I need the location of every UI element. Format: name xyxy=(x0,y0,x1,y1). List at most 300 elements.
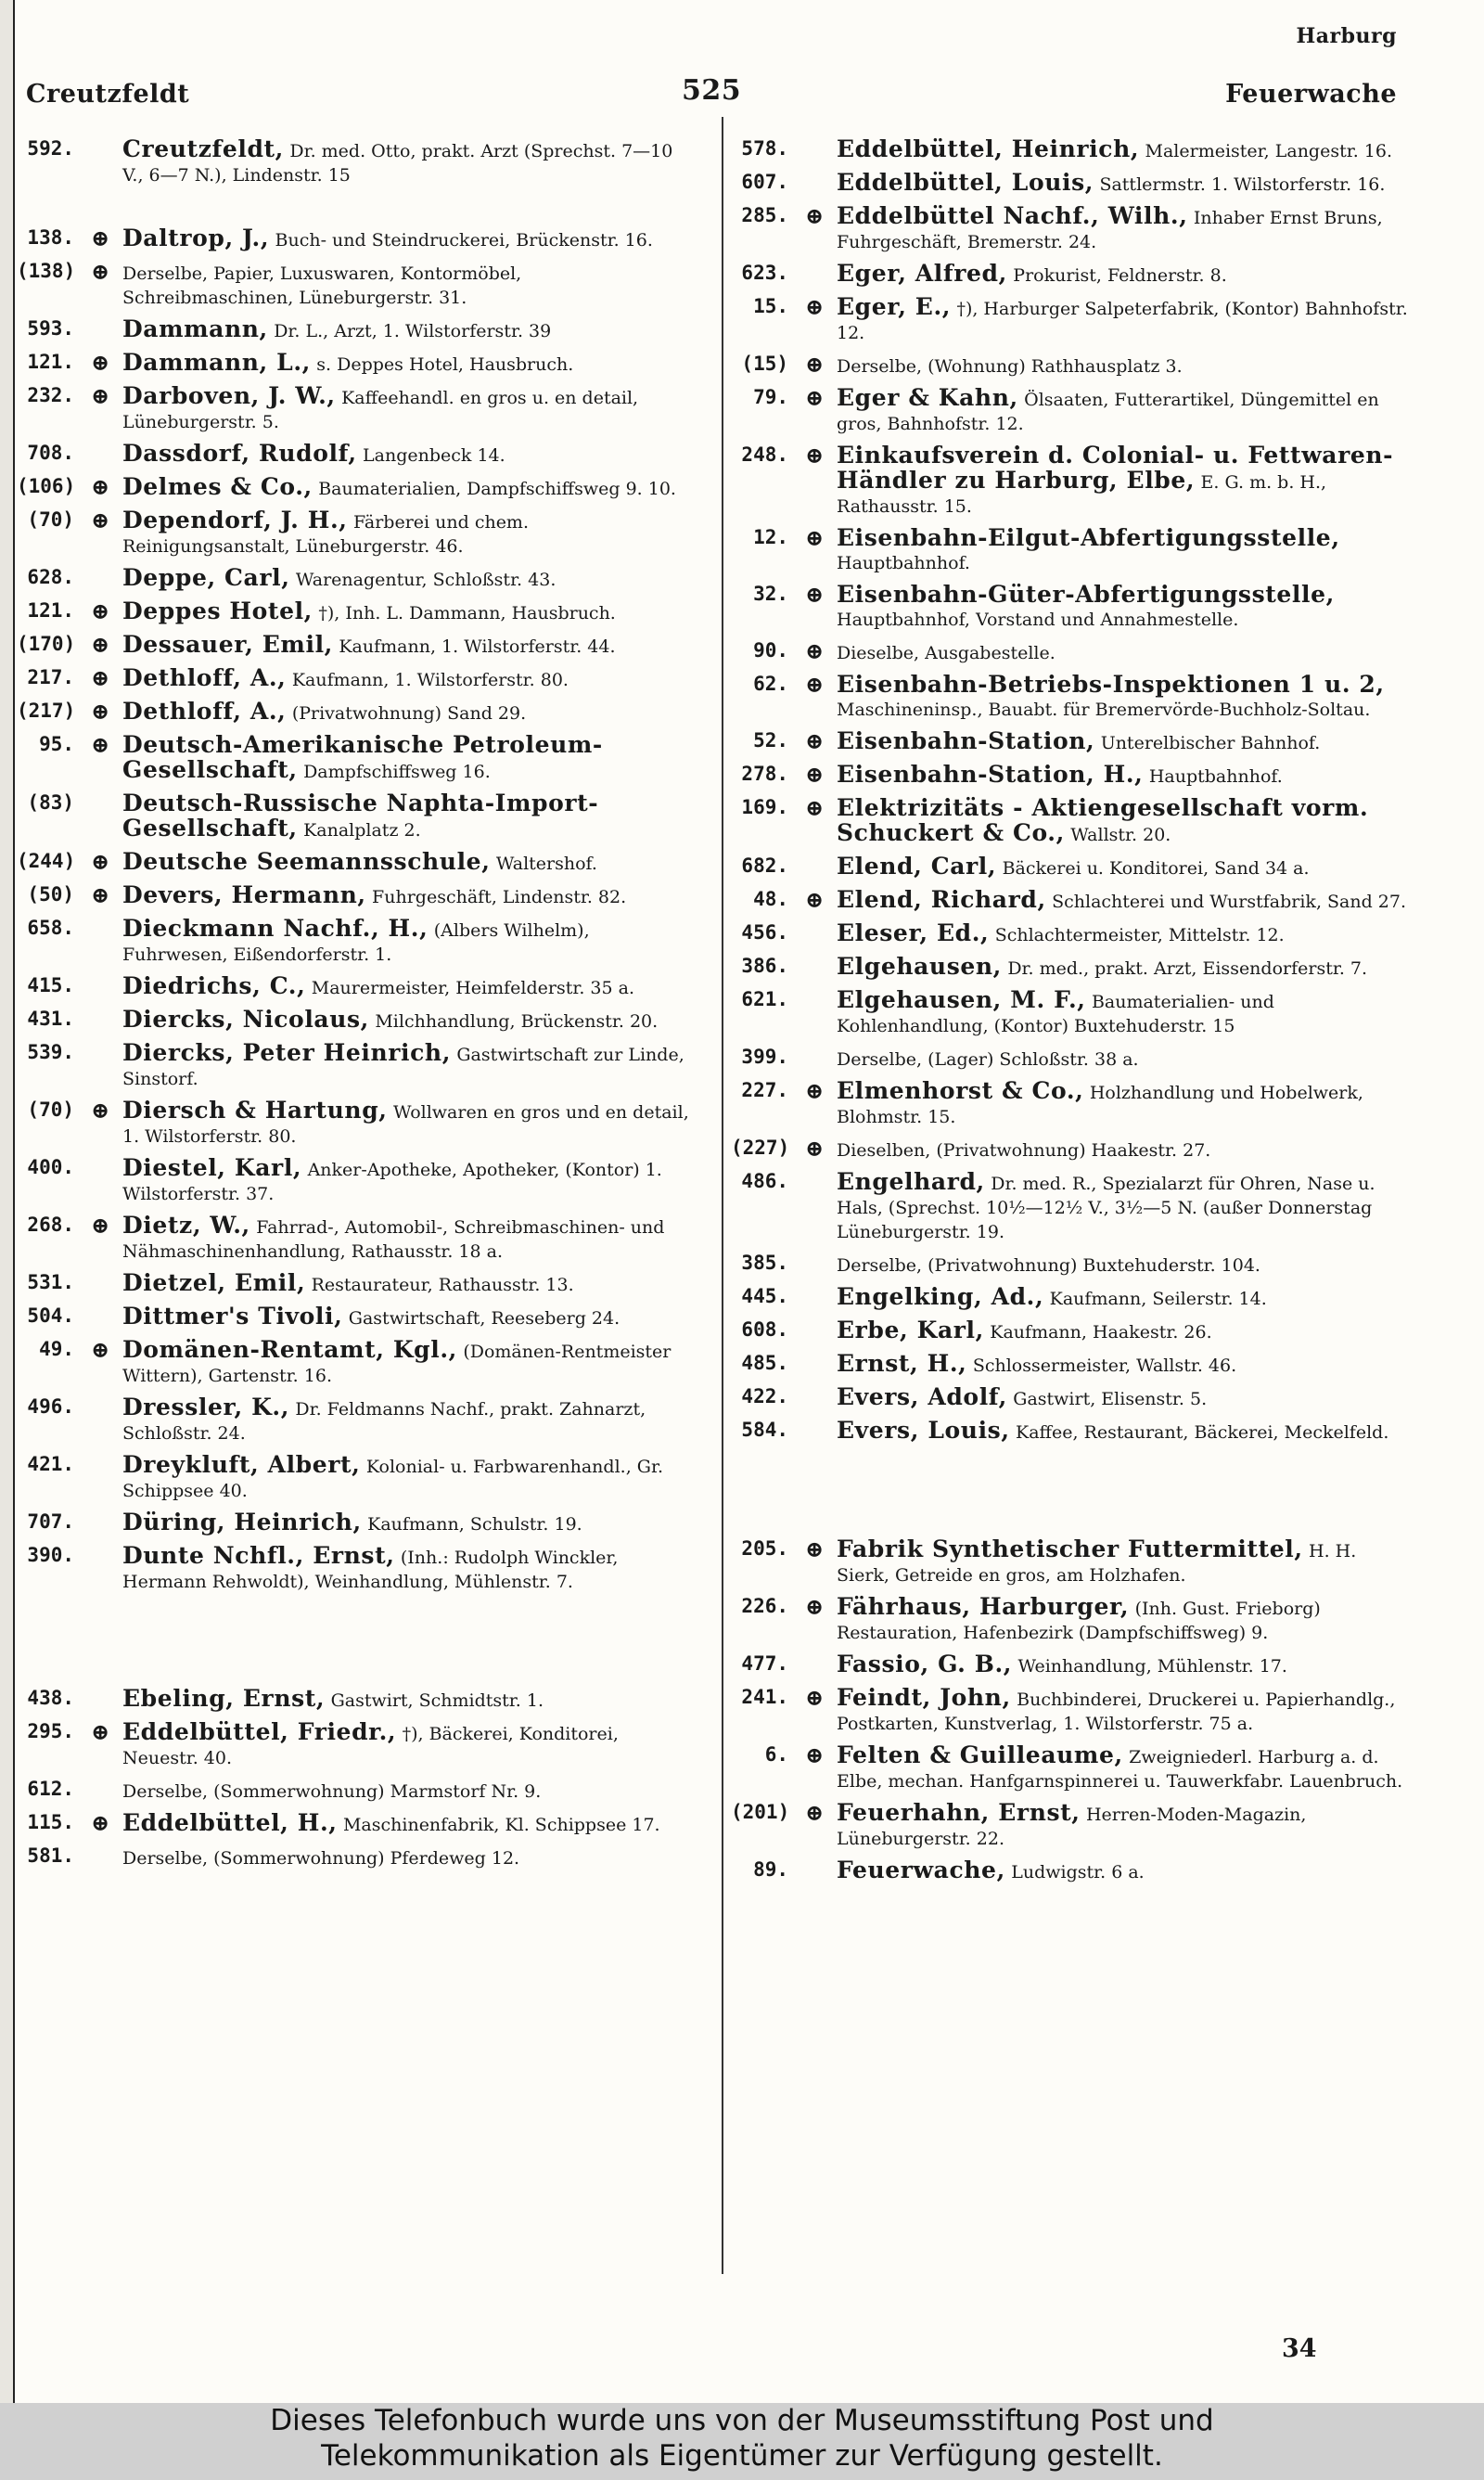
long-distance-marker-icon: ⊕ xyxy=(805,794,825,821)
subscriber-name: Eddelbüttel, Friedr., xyxy=(122,1718,397,1745)
directory-entry xyxy=(17,226,714,252)
entry-text xyxy=(122,974,714,1000)
phone-number: 658. xyxy=(27,917,74,939)
entry-text xyxy=(837,526,1428,575)
subscriber-details: Restaurateur, Rathausstr. 13. xyxy=(311,1275,574,1295)
entry-text xyxy=(122,384,714,434)
directory-entry xyxy=(731,262,1428,288)
subscriber-details: (Domänen-Rentmeister Wittern), Gartenstr. 16. xyxy=(122,1342,672,1386)
entry-text xyxy=(122,260,714,310)
directory-entry xyxy=(17,850,714,876)
phone-number: 445. xyxy=(741,1285,788,1307)
long-distance-marker-icon: ⊕ xyxy=(805,384,825,411)
subscriber-name: Eger, E., xyxy=(837,293,952,320)
subscriber-name: Diersch & Hartung, xyxy=(122,1097,388,1124)
long-distance-marker-icon: ⊕ xyxy=(805,1741,825,1768)
directory-entry xyxy=(17,1720,714,1770)
phone-number: 390. xyxy=(27,1544,74,1566)
directory-entry xyxy=(17,1008,714,1034)
entry-text xyxy=(837,921,1428,947)
subscriber-name: Fabrik Synthetischer Futtermittel, xyxy=(837,1536,1303,1562)
phone-number: (138) xyxy=(17,260,76,282)
subscriber-name: Fassio, G. B., xyxy=(837,1651,1013,1677)
entry-text xyxy=(837,353,1428,379)
directory-entry xyxy=(731,888,1428,914)
long-distance-marker-icon: ⊕ xyxy=(91,349,110,376)
entry-text xyxy=(122,351,714,377)
directory-entry xyxy=(731,955,1428,981)
subscriber-details: Baumaterialien, Dampfschiffsweg 9. 10. xyxy=(318,479,676,499)
entry-text xyxy=(122,1271,714,1297)
phone-number: 248. xyxy=(741,443,788,466)
phone-number: 485. xyxy=(741,1352,788,1374)
bottom-page-number: 34 xyxy=(1282,2334,1317,2363)
subscriber-name: Creutzfeldt, xyxy=(122,135,284,162)
long-distance-marker-icon: ⊕ xyxy=(91,1718,110,1745)
entry-text xyxy=(837,1801,1428,1851)
entry-text xyxy=(837,1858,1428,1884)
subscriber-details: Derselbe, Papier, Luxuswaren, Kontormöbel, Schreibmaschinen, Lüneburgerstr. 31. xyxy=(122,263,522,308)
entry-text xyxy=(122,633,714,659)
long-distance-marker-icon: ⊕ xyxy=(91,1212,110,1239)
entry-text xyxy=(837,796,1428,847)
long-distance-marker-icon: ⊕ xyxy=(805,727,825,754)
phone-number: 708. xyxy=(27,442,74,464)
long-distance-marker-icon: ⊕ xyxy=(805,1077,825,1104)
subscriber-name: Eisenbahn-Station, H., xyxy=(837,761,1144,788)
left-column xyxy=(17,137,714,1878)
entry-text xyxy=(122,599,714,625)
directory-entry xyxy=(731,386,1428,436)
entry-text xyxy=(837,262,1428,288)
subscriber-details: Dr. L., Arzt, 1. Wilstorferstr. 39 xyxy=(274,321,552,341)
directory-entry xyxy=(731,1385,1428,1411)
subscriber-name: Eger & Kahn, xyxy=(837,384,1018,411)
subscriber-details: Derselbe, (Sommerwohnung) Marmstorf Nr. 9. xyxy=(122,1781,542,1802)
subscriber-name: Engelking, Ad., xyxy=(837,1283,1044,1310)
entry-text xyxy=(837,1419,1428,1445)
subscriber-details: Dr. med. Otto, prakt. Arzt (Sprechst. 7—10 V., 6—7 N.), Lindenstr. 15 xyxy=(122,141,673,186)
subscriber-details: Gastwirt, Schmidtstr. 1. xyxy=(330,1690,544,1711)
subscriber-details: Herren-Moden-Magazin, Lüneburgerstr. 22. xyxy=(837,1805,1307,1849)
directory-entry xyxy=(731,1858,1428,1884)
subscriber-details: Ölsaaten, Futterartikel, Düngemittel en gros, Bahnhofstr. 12. xyxy=(837,390,1379,434)
subscriber-name: Deutsche Seemannsschule, xyxy=(122,848,491,875)
directory-entry xyxy=(731,1686,1428,1736)
entry-text xyxy=(122,1214,714,1264)
directory-entry xyxy=(731,443,1428,519)
long-distance-marker-icon: ⊕ xyxy=(805,1135,825,1162)
subscriber-details: Derselbe, (Lager) Schloßstr. 38 a. xyxy=(837,1049,1139,1070)
phone-number: (106) xyxy=(17,475,76,497)
long-distance-marker-icon: ⊕ xyxy=(805,761,825,788)
subscriber-name: Daltrop, J., xyxy=(122,225,270,251)
subscriber-name: Eger, Alfred, xyxy=(837,260,1007,287)
subscriber-details: Buch- und Steindruckerei, Brückenstr. 16. xyxy=(275,230,653,251)
phone-number: 682. xyxy=(741,855,788,877)
subscriber-name: Dethloff, A., xyxy=(122,664,287,691)
phone-number: 456. xyxy=(741,921,788,944)
phone-number: 226. xyxy=(741,1595,788,1617)
entry-text xyxy=(122,137,714,187)
entry-text xyxy=(122,1156,714,1206)
entry-text xyxy=(837,171,1428,197)
phone-number: 621. xyxy=(741,988,788,1010)
entry-text xyxy=(837,1137,1428,1163)
subscriber-details: s. Deppes Hotel, Hausbruch. xyxy=(316,354,574,375)
phone-number: 79. xyxy=(753,386,788,408)
phone-number: 628. xyxy=(27,566,74,588)
directory-entry xyxy=(17,1304,714,1330)
phone-number: 400. xyxy=(27,1156,74,1178)
subscriber-details: Maschinenfabrik, Kl. Schippsee 17. xyxy=(342,1815,660,1835)
entry-text xyxy=(122,226,714,252)
phone-number: 431. xyxy=(27,1008,74,1030)
subscriber-details: Wallstr. 20. xyxy=(1070,825,1171,845)
subscriber-name: Elend, Richard, xyxy=(837,886,1046,913)
phone-number: 15. xyxy=(753,295,788,317)
subscriber-name: Fährhaus, Harburger, xyxy=(837,1593,1130,1620)
subscriber-details: Holzhandlung und Hobelwerk, Blohmstr. 15. xyxy=(837,1083,1363,1127)
directory-entry xyxy=(731,1595,1428,1645)
subscriber-details: E. G. m. b. H., Rathausstr. 15. xyxy=(837,472,1327,517)
subscriber-name: Elmenhorst & Co., xyxy=(837,1077,1084,1104)
phone-number: 241. xyxy=(741,1686,788,1708)
long-distance-marker-icon: ⊕ xyxy=(805,1684,825,1711)
subscriber-name: Feuerwache, xyxy=(837,1857,1005,1883)
phone-number: 138. xyxy=(27,226,74,249)
directory-entry xyxy=(17,1041,714,1091)
subscriber-details: Prokurist, Feldnerstr. 8. xyxy=(1013,265,1227,286)
subscriber-details: Gastwirt, Elisenstr. 5. xyxy=(1013,1389,1208,1409)
long-distance-marker-icon: ⊕ xyxy=(91,1336,110,1363)
subscriber-details: Fuhrgeschäft, Lindenstr. 82. xyxy=(372,887,627,907)
long-distance-marker-icon: ⊕ xyxy=(91,1097,110,1124)
directory-entry xyxy=(17,700,714,726)
subscriber-name: Elend, Carl, xyxy=(837,853,997,880)
subscriber-name: Diedrichs, C., xyxy=(122,972,306,999)
long-distance-marker-icon: ⊕ xyxy=(805,637,825,664)
entry-text xyxy=(122,1811,714,1837)
subscriber-details: Warenagentur, Schloßstr. 43. xyxy=(295,570,556,590)
header-left-keyword: Creutzfeldt xyxy=(26,80,190,109)
subscriber-name: Eddelbüttel, Heinrich, xyxy=(837,135,1140,162)
subscriber-name: Deppes Hotel, xyxy=(122,598,313,624)
phone-number: 486. xyxy=(741,1170,788,1192)
phone-number: 385. xyxy=(741,1252,788,1274)
subscriber-details: Schlachterei und Wurstfabrik, Sand 27. xyxy=(1052,892,1407,912)
directory-entry xyxy=(731,988,1428,1038)
subscriber-details: Kaufmann, Schulstr. 19. xyxy=(367,1514,582,1535)
directory-entry xyxy=(17,974,714,1000)
directory-entry xyxy=(731,204,1428,254)
entry-text xyxy=(122,1395,714,1446)
page-edge xyxy=(0,0,15,2403)
subscriber-details: Milchhandlung, Brückenstr. 20. xyxy=(375,1011,659,1032)
directory-entry xyxy=(731,526,1428,575)
entry-text xyxy=(837,1252,1428,1278)
phone-number: 232. xyxy=(27,384,74,406)
subscriber-name: Darboven, J. W., xyxy=(122,382,336,409)
long-distance-marker-icon: ⊕ xyxy=(91,1809,110,1836)
subscriber-details: Ludwigstr. 6 a. xyxy=(1011,1862,1145,1882)
subscriber-name: Eleser, Ed., xyxy=(837,919,990,946)
subscriber-name: Diercks, Nicolaus, xyxy=(122,1006,369,1033)
subscriber-details: Weinhandlung, Mühlenstr. 17. xyxy=(1017,1656,1287,1677)
entry-text xyxy=(837,386,1428,436)
entry-text xyxy=(837,1595,1428,1645)
long-distance-marker-icon: ⊕ xyxy=(91,731,110,758)
subscriber-details: Dieselbe, Ausgabestelle. xyxy=(837,643,1055,663)
directory-entry xyxy=(731,137,1428,163)
directory-entry xyxy=(731,921,1428,947)
phone-number: 89. xyxy=(753,1858,788,1881)
subscriber-name: Felten & Guilleaume, xyxy=(837,1741,1123,1768)
phone-number: 285. xyxy=(741,204,788,226)
subscriber-details: †), Inh. L. Dammann, Hausbruch. xyxy=(318,603,616,623)
subscriber-name: Diestel, Karl, xyxy=(122,1154,302,1181)
directory-entry xyxy=(731,1137,1428,1163)
entry-text xyxy=(122,317,714,343)
entry-text xyxy=(837,1046,1428,1072)
entry-text xyxy=(122,1844,714,1870)
phone-number: 496. xyxy=(27,1395,74,1418)
directory-entry xyxy=(731,1743,1428,1793)
phone-number: 121. xyxy=(27,351,74,373)
directory-entry xyxy=(17,1687,714,1713)
phone-number: 169. xyxy=(741,796,788,818)
phone-number: 268. xyxy=(27,1214,74,1236)
subscriber-name: Evers, Louis, xyxy=(837,1417,1010,1444)
phone-number: 278. xyxy=(741,763,788,785)
subscriber-name: Deutsch-Russische Naphta-Import-Gesellschaft, xyxy=(122,790,599,842)
phone-number: 6. xyxy=(764,1743,788,1766)
long-distance-marker-icon: ⊕ xyxy=(91,507,110,533)
entry-text xyxy=(122,1304,714,1330)
subscriber-details: Kaufmann, Seilerstr. 14. xyxy=(1049,1289,1267,1309)
long-distance-marker-icon: ⊕ xyxy=(91,382,110,409)
directory-entry xyxy=(17,137,714,187)
phone-number: 504. xyxy=(27,1304,74,1327)
subscriber-name: Dammann, xyxy=(122,315,268,342)
phone-number: 49. xyxy=(39,1338,74,1360)
long-distance-marker-icon: ⊕ xyxy=(91,881,110,908)
entry-text xyxy=(837,1385,1428,1411)
phone-number: (170) xyxy=(17,633,76,655)
subscriber-details: Kolonial- u. Farbwarenhandl., Gr. Schippsee 40. xyxy=(122,1457,663,1501)
phone-number: 121. xyxy=(27,599,74,622)
subscriber-details: Kaufmann, Haakestr. 26. xyxy=(990,1322,1212,1343)
subscriber-name: Dieckmann Nachf., H., xyxy=(122,915,429,942)
subscriber-name: Dunte Nchfl., Ernst, xyxy=(122,1542,395,1569)
directory-entry xyxy=(17,475,714,501)
long-distance-marker-icon: ⊕ xyxy=(805,1799,825,1826)
directory-entry xyxy=(17,883,714,909)
subscriber-name: Dietzel, Emil, xyxy=(122,1269,306,1296)
subscriber-details: Färberei und chem. Reinigungsanstalt, Lüneburgerstr. 46. xyxy=(122,512,529,557)
subscriber-name: Devers, Hermann, xyxy=(122,881,366,908)
subscriber-details: Hauptbahnhof. xyxy=(837,553,970,573)
directory-entry xyxy=(731,763,1428,789)
header-right-keyword: Feuerwache xyxy=(1225,80,1397,109)
directory-entry xyxy=(17,508,714,559)
long-distance-marker-icon: ⊕ xyxy=(805,442,825,469)
subscriber-name: Einkaufsverein d. Colonial- u. Fettwaren-Händler zu Harburg, Elbe, xyxy=(837,442,1394,494)
entry-text xyxy=(837,955,1428,981)
long-distance-marker-icon: ⊕ xyxy=(805,293,825,320)
phone-number: (244) xyxy=(17,850,76,872)
entry-text xyxy=(837,137,1428,163)
subscriber-name: Ebeling, Ernst, xyxy=(122,1685,326,1712)
long-distance-marker-icon: ⊕ xyxy=(805,524,825,551)
header-city: Harburg xyxy=(1296,24,1397,48)
directory-entry xyxy=(17,317,714,343)
subscriber-name: Elgehausen, M. F., xyxy=(837,986,1086,1013)
directory-entry xyxy=(17,1453,714,1503)
subscriber-details: Schlachtermeister, Mittelstr. 12. xyxy=(994,925,1285,945)
subscriber-name: Feuerhahn, Ernst, xyxy=(837,1799,1081,1826)
directory-entry xyxy=(731,171,1428,197)
long-distance-marker-icon: ⊕ xyxy=(805,671,825,698)
subscriber-name: Engelhard, xyxy=(837,1168,985,1195)
subscriber-name: Eisenbahn-Eilgut-Abfertigungsstelle, xyxy=(837,524,1340,551)
phone-number: 62. xyxy=(753,673,788,695)
subscriber-details: Kaufmann, 1. Wilstorferstr. 80. xyxy=(291,670,569,690)
subscriber-name: Deutsch-Amerikanische Petroleum-Gesellschaft, xyxy=(122,731,603,783)
phone-number: 608. xyxy=(741,1318,788,1341)
directory-entry xyxy=(17,1778,714,1804)
directory-entry xyxy=(731,729,1428,755)
entry-text xyxy=(122,791,714,842)
long-distance-marker-icon: ⊕ xyxy=(91,225,110,251)
directory-entry xyxy=(17,1214,714,1264)
phone-number: 48. xyxy=(753,888,788,910)
subscriber-details: Inhaber Ernst Bruns, Fuhrgeschäft, Bremerstr. 24. xyxy=(837,208,1383,252)
phone-number: 539. xyxy=(27,1041,74,1063)
phone-number: 707. xyxy=(27,1510,74,1533)
directory-entry xyxy=(17,733,714,784)
subscriber-details: (Privatwohnung) Sand 29. xyxy=(291,703,527,724)
subscriber-name: Dessauer, Emil, xyxy=(122,631,333,658)
phone-number: 578. xyxy=(741,137,788,160)
entry-text xyxy=(837,1652,1428,1678)
subscriber-details: Anker-Apotheke, Apotheker, (Kontor) 1. Wilstorferstr. 37. xyxy=(122,1160,662,1204)
directory-entry xyxy=(17,791,714,842)
entry-text xyxy=(122,442,714,468)
subscriber-name: Dressler, K., xyxy=(122,1394,290,1420)
entry-text xyxy=(837,1318,1428,1344)
phone-number: 612. xyxy=(27,1778,74,1800)
directory-entry xyxy=(731,1652,1428,1678)
phone-number: 12. xyxy=(753,526,788,548)
subscriber-name: Eisenbahn-Station, xyxy=(837,727,1095,754)
directory-entry xyxy=(731,583,1428,632)
subscriber-details: Kaffeehandl. en gros u. en detail, Lüneburgerstr. 5. xyxy=(122,388,639,432)
subscriber-details: Sattlermstr. 1. Wilstorferstr. 16. xyxy=(1099,174,1386,195)
directory-entry xyxy=(17,566,714,592)
directory-entry xyxy=(731,1079,1428,1129)
entry-text xyxy=(837,1537,1428,1587)
directory-entry xyxy=(17,1156,714,1206)
phone-number: 90. xyxy=(753,639,788,662)
entry-text xyxy=(122,1544,714,1594)
entry-text xyxy=(122,1338,714,1388)
entry-text xyxy=(122,1687,714,1713)
entry-text xyxy=(837,295,1428,345)
subscriber-name: Eddelbüttel Nachf., Wilh., xyxy=(837,202,1188,229)
phone-number: 205. xyxy=(741,1537,788,1560)
subscriber-details: Malermeister, Langestr. 16. xyxy=(1145,141,1393,161)
subscriber-name: Erbe, Karl, xyxy=(837,1317,984,1343)
entry-text xyxy=(122,1510,714,1536)
entry-text xyxy=(122,850,714,876)
phone-number: 399. xyxy=(741,1046,788,1068)
phone-number: (15) xyxy=(741,353,788,375)
entry-text xyxy=(122,508,714,559)
subscriber-details: Unterelbischer Bahnhof. xyxy=(1100,733,1321,753)
subscriber-name: Evers, Adolf, xyxy=(837,1383,1007,1410)
directory-entry xyxy=(17,1811,714,1837)
entry-text xyxy=(837,988,1428,1038)
entry-text xyxy=(122,1720,714,1770)
entry-text xyxy=(122,1778,714,1804)
phone-number: 115. xyxy=(27,1811,74,1833)
long-distance-marker-icon: ⊕ xyxy=(805,1593,825,1620)
directory-entry xyxy=(17,633,714,659)
subscriber-name: Elgehausen, xyxy=(837,953,1002,980)
entry-text xyxy=(837,888,1428,914)
long-distance-marker-icon: ⊕ xyxy=(91,598,110,624)
phone-number: 592. xyxy=(27,137,74,160)
subscriber-details: Dr. med. R., Spezialarzt für Ohren, Nase u. Hals, (Sprechst. 10½—12½ V., 3½—5 N. (außer Donnerstag Lüneburgerstr. 19. xyxy=(837,1174,1375,1242)
subscriber-name: Dassdorf, Rudolf, xyxy=(122,440,357,467)
directory-entry xyxy=(731,1252,1428,1278)
directory-entry xyxy=(17,260,714,310)
subscriber-name: Eddelbüttel, Louis, xyxy=(837,169,1094,196)
entry-text xyxy=(837,1686,1428,1736)
subscriber-name: Elektrizitäts - Aktiengesellschaft vorm. Schuckert & Co., xyxy=(837,794,1369,846)
column-divider xyxy=(722,117,723,2274)
directory-entry xyxy=(731,1419,1428,1445)
phone-number: 32. xyxy=(753,583,788,605)
directory-entry xyxy=(731,639,1428,665)
subscriber-details: Dr. Feldmanns Nachf., prakt. Zahnarzt, Schloßstr. 24. xyxy=(122,1399,646,1444)
subscriber-details: Dampfschiffsweg 16. xyxy=(303,762,491,782)
directory-entry xyxy=(17,1844,714,1870)
phone-number: (70) xyxy=(27,1099,74,1121)
subscriber-details: Maurermeister, Heimfelderstr. 35 a. xyxy=(311,978,635,998)
subscriber-name: Deppe, Carl, xyxy=(122,564,290,591)
entry-text xyxy=(837,763,1428,789)
entry-text xyxy=(122,1099,714,1149)
subscriber-details: (Inh. Gust. Frieborg) Restauration, Hafenbezirk (Dampfschiffsweg) 9. xyxy=(837,1599,1321,1643)
directory-entry xyxy=(731,1285,1428,1311)
long-distance-marker-icon: ⊕ xyxy=(805,886,825,913)
subscriber-details: Wollwaren en gros und en detail, 1. Wilstorferstr. 80. xyxy=(122,1102,689,1147)
long-distance-marker-icon: ⊕ xyxy=(91,698,110,725)
phone-number: (201) xyxy=(731,1801,790,1823)
phone-number: 422. xyxy=(741,1385,788,1407)
phone-number: 477. xyxy=(741,1652,788,1675)
subscriber-details: Dr. med., prakt. Arzt, Eissendorferstr. 7. xyxy=(1007,958,1368,979)
long-distance-marker-icon: ⊕ xyxy=(91,258,110,285)
phone-number: (217) xyxy=(17,700,76,722)
entry-text xyxy=(837,1743,1428,1793)
subscriber-details: Zweigniederl. Harburg a. d. Elbe, mechan. Hanfgarnspinnerei u. Tauwerkfabr. Lauenbruch. xyxy=(837,1747,1403,1792)
subscriber-name: Eisenbahn-Betriebs-Inspektionen 1 u. 2, xyxy=(837,671,1385,698)
directory-entry xyxy=(17,1271,714,1297)
entry-text xyxy=(837,204,1428,254)
